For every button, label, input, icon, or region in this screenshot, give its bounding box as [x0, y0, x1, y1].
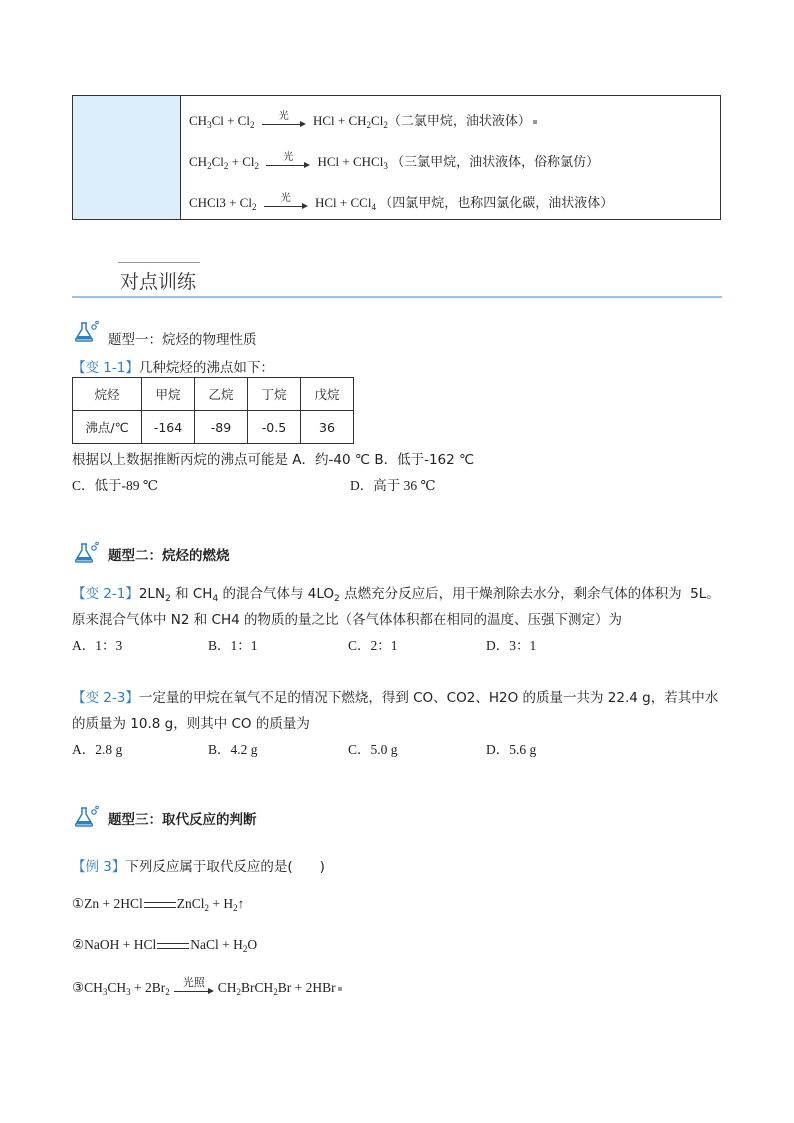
q2-1-option-c: C．2：1 [348, 638, 398, 653]
table-row-label: 沸点/℃ [73, 411, 142, 444]
q2-1-option-d: D．3：1 [486, 638, 537, 653]
table-header: 乙烷 [195, 378, 248, 411]
option-d: D．高于 36 ℃ [350, 478, 436, 493]
reaction-arrow: 光 [266, 156, 310, 170]
question-1-1: 【变 1-1】几种烷烃的沸点如下： [72, 360, 274, 376]
question-2-3: 【变 2-3】一定量的甲烷在氧气不足的情况下燃烧，得到 CO、CO2、H2O 的质量一共为 22.4 g，若其中水 [72, 690, 719, 706]
type-3-label: 题型三：取代反应的判断 [108, 812, 257, 828]
q2-3-option-b: B．4.2 g [208, 742, 258, 757]
reaction-table-label-cell [73, 96, 181, 219]
table-cell: -164 [142, 411, 195, 444]
reaction-option-3: $③CH_3CH_3 + 2Br_2$ 光照 $CH_2BrCH_2Br + 2HBr$ [72, 980, 342, 996]
reaction-line-1: $CH_3Cl + Cl_2$ 光 HCl + $CH_2Cl_2$（二氯甲烷，油状液体） [189, 110, 537, 129]
question-2-1: 【变 2-1】$2LN_2$ 和 $CH_4$ 的混合气体与 $4LO_2$ 点燃充分反应后，用干燥剂除去水分，剩余气体的体积为 5L。 [72, 586, 720, 604]
table-header: 烷烃 [73, 378, 142, 411]
section-top-line [118, 262, 200, 263]
section-rule [72, 296, 722, 298]
type-1-label: 题型一：烷烃的物理性质 [108, 332, 257, 348]
q2-3-option-c: C．5.0 g [348, 742, 398, 757]
table-cell: -0.5 [248, 411, 301, 444]
reaction-option-2: ②NaOH + HCl NaCl + $H_2O$ [72, 937, 258, 954]
q2-1-option-b: B．1：1 [208, 638, 258, 653]
question-1-1-text: 根据以上数据推断丙烷的沸点可能是 A．约-40 ℃ B．低于-162 ℃ [72, 452, 475, 468]
flask-icon [72, 320, 102, 344]
reaction-arrow: 光 [262, 115, 306, 129]
option-c: C．低于-89 ℃ [72, 478, 158, 493]
table-cell: 36 [301, 411, 354, 444]
reaction-arrow: 光照 [174, 982, 214, 996]
q2-3-option-a: A．2.8 g [72, 742, 123, 757]
table-header: 丁烷 [248, 378, 301, 411]
reaction-option-1: ①Zn + 2HCl ZnCl$_2$ + $H_2↑$ [72, 896, 245, 913]
question-2-1-line2: 原来混合气体中 N2 和 CH4 的物质的量之比（各气体体积都在相同的温度、压强下测定）为 [72, 612, 623, 628]
reaction-line-2: $CH_2Cl_2 + Cl_2$ 光 HCl + CHCl$_3$ （三氯甲烷，油状液体，俗称氯仿） [189, 152, 600, 171]
reaction-arrow: 光 [264, 197, 308, 211]
flask-icon [72, 541, 102, 565]
section-title: 对点训练 [120, 271, 197, 293]
table-header: 戊烷 [301, 378, 354, 411]
type-2-label: 题型二：烷烃的燃烧 [108, 548, 230, 564]
boiling-point-table [72, 377, 354, 444]
reaction-line-3: CHCl3 + $Cl_2$ 光 HCl + CCl$_4$ （四氯甲烷，也称四氯化碳，油状液体） [189, 193, 614, 212]
reaction-table [72, 95, 721, 220]
q2-3-option-d: D．5.6 g [486, 742, 537, 757]
table-header: 甲烷 [142, 378, 195, 411]
table-cell: -89 [195, 411, 248, 444]
flask-icon [72, 805, 102, 829]
q2-1-option-a: A．1：3 [72, 638, 123, 653]
question-2-3-line2: 的质量为 10.8 g，则其中 CO 的质量为 [72, 716, 310, 732]
example-3: 【例 3】下列反应属于取代反应的是( ) [72, 859, 325, 875]
